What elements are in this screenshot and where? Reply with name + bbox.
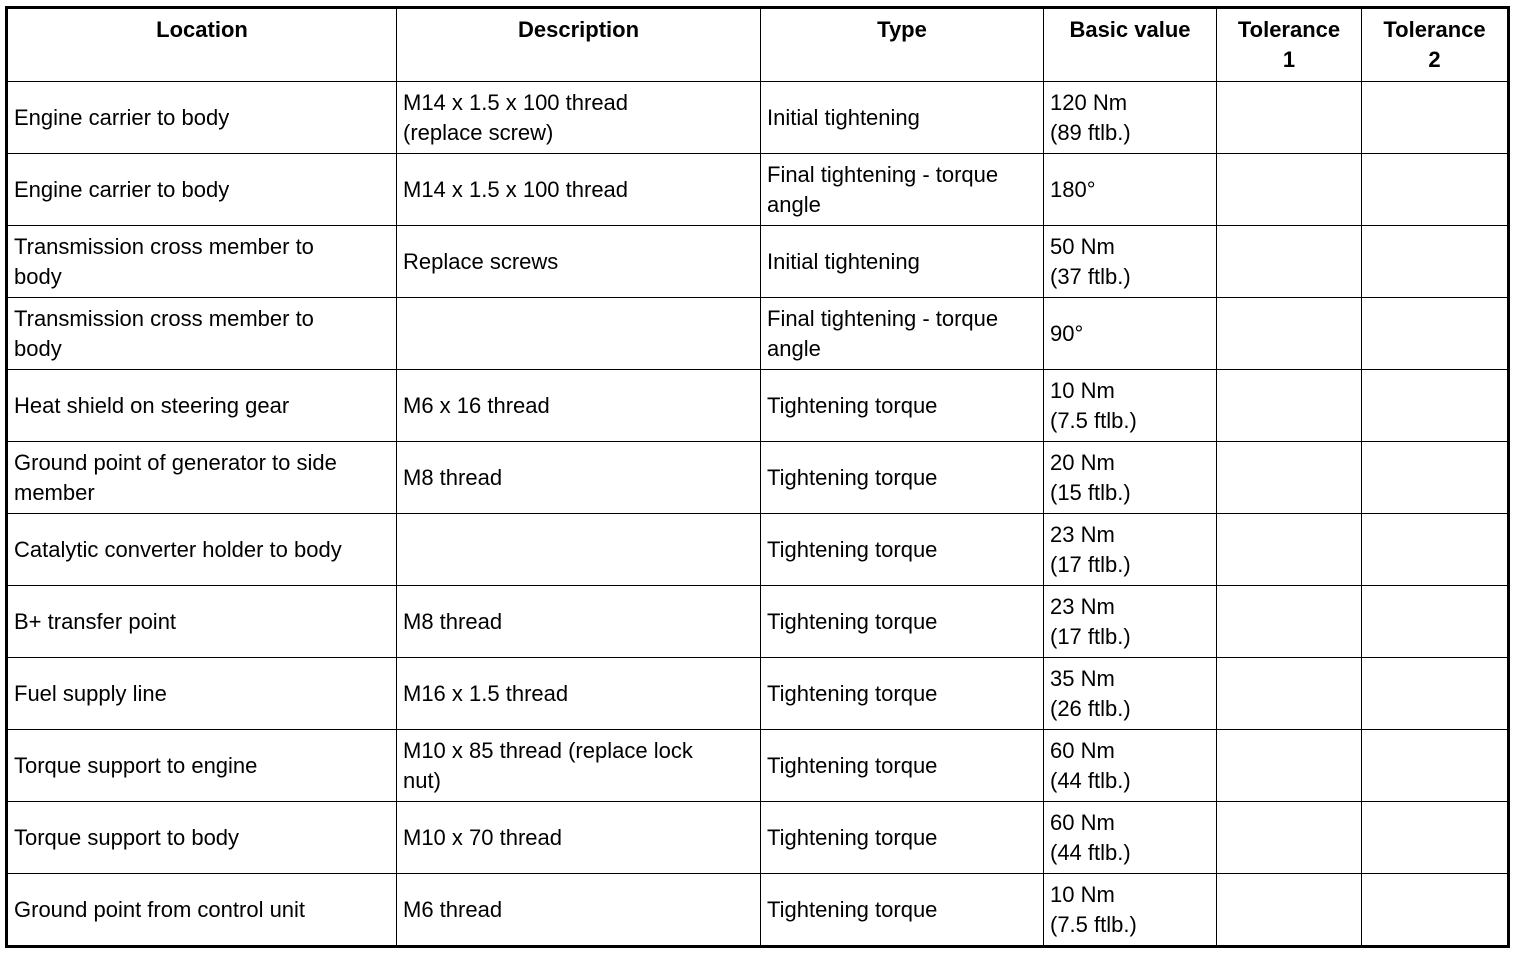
cell-basic-value-line: 50 Nm <box>1050 233 1115 259</box>
cell-basic-value-line: 60 Nm <box>1050 809 1115 835</box>
cell-type-line: Tightening torque <box>767 392 938 418</box>
cell-basic-value <box>1044 442 1217 514</box>
table-row <box>7 442 1509 514</box>
cell-description-line: M14 x 1.5 x 100 thread <box>403 89 629 115</box>
cell-location-line: B+ transfer point <box>14 608 177 634</box>
cell-basic-value-line: 10 Nm <box>1050 881 1115 907</box>
table-row <box>7 658 1509 730</box>
cell-basic-value <box>1044 298 1217 370</box>
cell-description-line: M10 x 85 thread (replace lock <box>403 737 693 763</box>
cell-location-line: Torque support to engine <box>14 752 258 778</box>
cell-description <box>397 82 761 154</box>
cell-type <box>761 874 1044 947</box>
cell-description <box>397 154 761 226</box>
cell-location <box>7 82 397 154</box>
cell-location-line: Ground point from control unit <box>14 896 306 922</box>
table-row <box>7 586 1509 658</box>
cell-type <box>761 442 1044 514</box>
cell-tolerance-2 <box>1362 874 1509 947</box>
cell-type-line: Tightening torque <box>767 464 938 490</box>
cell-location <box>7 442 397 514</box>
cell-description-line: M8 thread <box>403 464 503 490</box>
cell-description-line: M16 x 1.5 thread <box>403 680 569 706</box>
cell-location-line: Heat shield on steering gear <box>14 392 290 418</box>
cell-tolerance-2 <box>1362 370 1509 442</box>
cell-description <box>397 874 761 947</box>
table-row <box>7 730 1509 802</box>
header-tolerance-2-line2: 2 <box>1428 47 1441 72</box>
cell-tolerance-1 <box>1217 82 1362 154</box>
table-header <box>7 8 1509 82</box>
cell-basic-value-line: (44 ftlb.) <box>1050 839 1131 865</box>
cell-tolerance-2 <box>1362 658 1509 730</box>
cell-location-line: Ground point of generator to side <box>14 449 337 475</box>
cell-location-line: member <box>14 479 95 505</box>
cell-tolerance-1 <box>1217 802 1362 874</box>
table-row <box>7 874 1509 947</box>
cell-location <box>7 514 397 586</box>
cell-basic-value-line: (37 ftlb.) <box>1050 263 1131 289</box>
cell-type-line: Tightening torque <box>767 824 938 850</box>
cell-basic-value <box>1044 514 1217 586</box>
cell-type <box>761 370 1044 442</box>
cell-type <box>761 658 1044 730</box>
cell-description-line: M8 thread <box>403 608 503 634</box>
cell-tolerance-2 <box>1362 298 1509 370</box>
header-tolerance-2-line1: Tolerance <box>1383 17 1486 42</box>
cell-basic-value <box>1044 730 1217 802</box>
cell-description-line: M10 x 70 thread <box>403 824 562 850</box>
cell-type-line: Tightening torque <box>767 752 938 778</box>
table-row <box>7 82 1509 154</box>
cell-tolerance-1 <box>1217 226 1362 298</box>
cell-tolerance-1 <box>1217 154 1362 226</box>
header-description: Description <box>397 8 761 82</box>
table-row <box>7 298 1509 370</box>
cell-basic-value <box>1044 370 1217 442</box>
cell-location <box>7 802 397 874</box>
cell-type-line: angle <box>767 191 821 217</box>
cell-tolerance-1 <box>1217 874 1362 947</box>
cell-description <box>397 658 761 730</box>
cell-location-line: Engine carrier to body <box>14 104 230 130</box>
cell-basic-value <box>1044 874 1217 947</box>
cell-location-line: Transmission cross member to <box>14 233 314 259</box>
cell-description-line: M6 x 16 thread <box>403 392 550 418</box>
table-row <box>7 802 1509 874</box>
table-row <box>7 226 1509 298</box>
cell-tolerance-1 <box>1217 370 1362 442</box>
cell-tolerance-1 <box>1217 298 1362 370</box>
cell-basic-value-line: (15 ftlb.) <box>1050 479 1131 505</box>
cell-tolerance-1 <box>1217 658 1362 730</box>
cell-basic-value-line: 120 Nm <box>1050 89 1128 115</box>
cell-type <box>761 226 1044 298</box>
cell-location <box>7 730 397 802</box>
cell-basic-value-line: (17 ftlb.) <box>1050 551 1131 577</box>
cell-type <box>761 730 1044 802</box>
header-location: Location <box>7 8 397 82</box>
cell-description <box>397 802 761 874</box>
header-basic-value: Basic value <box>1044 8 1217 82</box>
cell-description-line: M14 x 1.5 x 100 thread <box>403 176 629 202</box>
cell-location <box>7 154 397 226</box>
cell-basic-value-line: 180° <box>1050 176 1096 202</box>
cell-description-line: nut) <box>403 767 441 793</box>
cell-tolerance-1 <box>1217 442 1362 514</box>
torque-spec-table <box>5 6 1510 948</box>
cell-tolerance-2 <box>1362 442 1509 514</box>
cell-tolerance-2 <box>1362 730 1509 802</box>
cell-tolerance-2 <box>1362 514 1509 586</box>
cell-description <box>397 442 761 514</box>
cell-basic-value-line: 23 Nm <box>1050 593 1115 619</box>
header-tolerance-1 <box>1217 8 1362 82</box>
cell-basic-value <box>1044 154 1217 226</box>
cell-type-line: Initial tightening <box>767 248 920 274</box>
table-row <box>7 370 1509 442</box>
table-row <box>7 154 1509 226</box>
cell-tolerance-2 <box>1362 154 1509 226</box>
cell-location <box>7 874 397 947</box>
cell-type <box>761 802 1044 874</box>
cell-basic-value-line: (7.5 ftlb.) <box>1050 407 1137 433</box>
table-row <box>7 514 1509 586</box>
cell-location-line: Torque support to body <box>14 824 240 850</box>
header-tolerance-1-line1: Tolerance <box>1237 17 1341 42</box>
cell-basic-value-line: (44 ftlb.) <box>1050 767 1131 793</box>
cell-type-line: Final tightening - torque <box>767 305 999 331</box>
table-body <box>7 82 1509 947</box>
cell-location <box>7 226 397 298</box>
cell-tolerance-2 <box>1362 586 1509 658</box>
cell-location-line: Fuel supply line <box>14 680 167 706</box>
header-tolerance-2 <box>1362 8 1509 82</box>
cell-basic-value <box>1044 82 1217 154</box>
cell-basic-value-line: 90° <box>1050 320 1084 346</box>
cell-type-line: Tightening torque <box>767 536 938 562</box>
header-type: Type <box>761 8 1044 82</box>
cell-location <box>7 298 397 370</box>
header-row <box>7 8 1509 82</box>
cell-type <box>761 298 1044 370</box>
cell-location-line: Transmission cross member to <box>14 305 314 331</box>
cell-tolerance-2 <box>1362 226 1509 298</box>
cell-basic-value <box>1044 802 1217 874</box>
cell-type <box>761 514 1044 586</box>
cell-description <box>397 298 761 370</box>
cell-location <box>7 658 397 730</box>
cell-location-line: body <box>14 263 62 289</box>
cell-basic-value-line: 20 Nm <box>1050 449 1115 475</box>
cell-type-line: Tightening torque <box>767 680 938 706</box>
cell-description <box>397 730 761 802</box>
cell-basic-value <box>1044 586 1217 658</box>
cell-basic-value <box>1044 226 1217 298</box>
cell-tolerance-1 <box>1217 586 1362 658</box>
cell-type <box>761 154 1044 226</box>
cell-location <box>7 370 397 442</box>
cell-basic-value-line: (17 ftlb.) <box>1050 623 1131 649</box>
cell-description <box>397 514 761 586</box>
cell-description <box>397 226 761 298</box>
cell-basic-value-line: (7.5 ftlb.) <box>1050 911 1137 937</box>
cell-location <box>7 586 397 658</box>
cell-type-line: Initial tightening <box>767 104 920 130</box>
cell-type <box>761 82 1044 154</box>
cell-basic-value-line: (89 ftlb.) <box>1050 119 1131 145</box>
cell-type-line: Tightening torque <box>767 896 938 922</box>
cell-basic-value-line: 35 Nm <box>1050 665 1115 691</box>
cell-tolerance-2 <box>1362 82 1509 154</box>
cell-description-line: Replace screws <box>403 248 559 274</box>
cell-basic-value-line: 10 Nm <box>1050 377 1115 403</box>
cell-description <box>397 370 761 442</box>
cell-basic-value <box>1044 658 1217 730</box>
cell-tolerance-1 <box>1217 730 1362 802</box>
cell-type-line: Tightening torque <box>767 608 938 634</box>
cell-location-line: Engine carrier to body <box>14 176 230 202</box>
cell-basic-value-line: 60 Nm <box>1050 737 1115 763</box>
cell-description-line: (replace screw) <box>403 119 554 145</box>
cell-type <box>761 586 1044 658</box>
cell-description-line: M6 thread <box>403 896 503 922</box>
cell-basic-value-line: 23 Nm <box>1050 521 1115 547</box>
cell-type-line: Final tightening - torque <box>767 161 999 187</box>
cell-description <box>397 586 761 658</box>
cell-location-line: Catalytic converter holder to body <box>14 536 342 562</box>
cell-tolerance-2 <box>1362 802 1509 874</box>
cell-tolerance-1 <box>1217 514 1362 586</box>
header-tolerance-1-line2: 1 <box>1282 47 1296 72</box>
cell-type-line: angle <box>767 335 821 361</box>
cell-basic-value-line: (26 ftlb.) <box>1050 695 1131 721</box>
cell-location-line: body <box>14 335 62 361</box>
